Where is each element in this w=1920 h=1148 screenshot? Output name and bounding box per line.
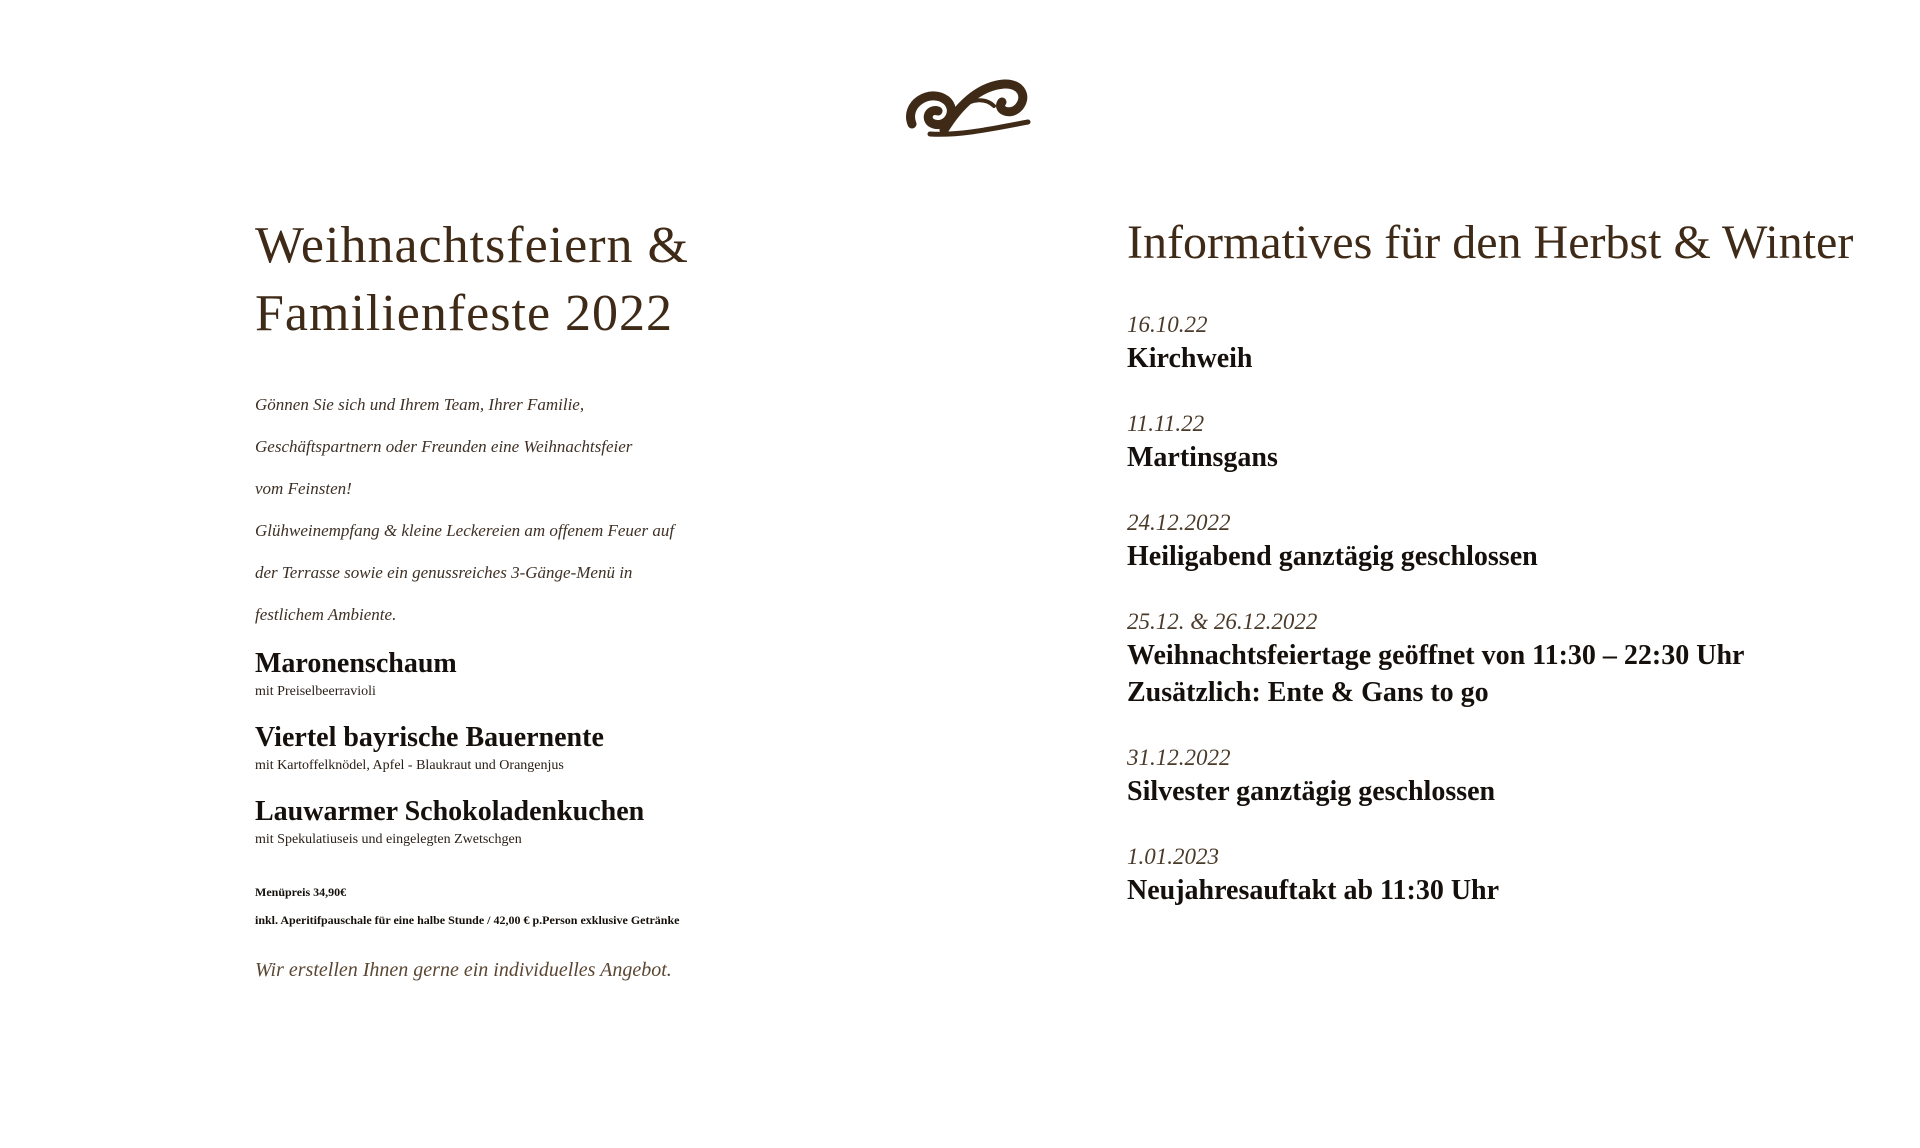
flourish-ornament-icon — [900, 64, 1032, 144]
section-title: Informatives für den Herbst & Winter — [1127, 216, 1854, 269]
event-date: 11.11.22 — [1127, 411, 1205, 436]
event-date: 24.12.2022 — [1127, 510, 1231, 535]
menu-course — [255, 646, 775, 702]
event-title: Kirchweih — [1127, 343, 1253, 374]
title-line-1: Weihnachtsfeiern & — [255, 217, 689, 274]
event-item — [1127, 310, 1907, 377]
menu-price — [255, 878, 775, 934]
course-name: Lauwarmer Schokoladenkuchen — [255, 796, 645, 827]
intro-line: der Terrasse sowie ein genussreiches 3-Gänge-Menü in — [255, 563, 633, 582]
event-date: 16.10.22 — [1127, 312, 1208, 337]
event-item — [1127, 409, 1907, 476]
intro-line: festlichem Ambiente. — [255, 605, 397, 624]
intro-line: Gönnen Sie sich und Ihrem Team, Ihrer Familie, — [255, 395, 585, 414]
event-title: Neujahresauftakt ab 11:30 Uhr — [1127, 875, 1500, 906]
event-title: Heiligabend ganztägig geschlossen — [1127, 541, 1538, 572]
event-date: 31.12.2022 — [1127, 745, 1231, 770]
intro-line: Geschäftspartnern oder Freunden eine Weihnachtsfeier — [255, 437, 633, 456]
menu-course — [255, 794, 775, 850]
course-name: Viertel bayrische Bauernente — [255, 722, 604, 753]
price-line: Menüpreis 34,90€ — [255, 885, 347, 899]
course-description: mit Kartoffelknödel, Apfel - Blaukraut und Orangenjus — [255, 758, 564, 773]
course-description: mit Spekulatiuseis und eingelegten Zwetschgen — [255, 832, 522, 847]
intro-text — [255, 384, 775, 636]
event-item — [1127, 607, 1907, 711]
title-line-2: Familienfeste 2022 — [255, 285, 674, 342]
event-item — [1127, 842, 1907, 909]
event-title: Weihnachtsfeiertage geöffnet von 11:30 – 22:30 Uhr — [1127, 640, 1745, 671]
event-item — [1127, 743, 1907, 810]
menu-course — [255, 720, 775, 776]
course-name: Maronenschaum — [255, 648, 457, 679]
price-note: inkl. Aperitifpauschale für eine halbe Stunde / 42,00 € p.Person exklusive Getränke — [255, 913, 680, 927]
event-title: Martinsgans — [1127, 442, 1278, 473]
event-list — [1127, 310, 1907, 909]
event-date: 25.12. & 26.12.2022 — [1127, 609, 1318, 634]
autumn-winter-info-section — [1127, 212, 1907, 941]
intro-line: vom Feinsten! — [255, 479, 352, 498]
christmas-parties-section — [255, 212, 775, 984]
event-subtitle: Zusätzlich: Ente & Gans to go — [1127, 677, 1489, 708]
offer-text: Wir erstellen Ihnen gerne ein individuelles Angebot. — [255, 959, 672, 981]
intro-line: Glühweinempfang & kleine Leckereien am offenem Feuer auf — [255, 521, 675, 540]
course-description: mit Preiselbeerravioli — [255, 684, 376, 699]
event-title: Silvester ganztägig geschlossen — [1127, 776, 1496, 807]
event-date: 1.01.2023 — [1127, 844, 1219, 869]
section-title — [255, 212, 775, 348]
event-item — [1127, 508, 1907, 575]
